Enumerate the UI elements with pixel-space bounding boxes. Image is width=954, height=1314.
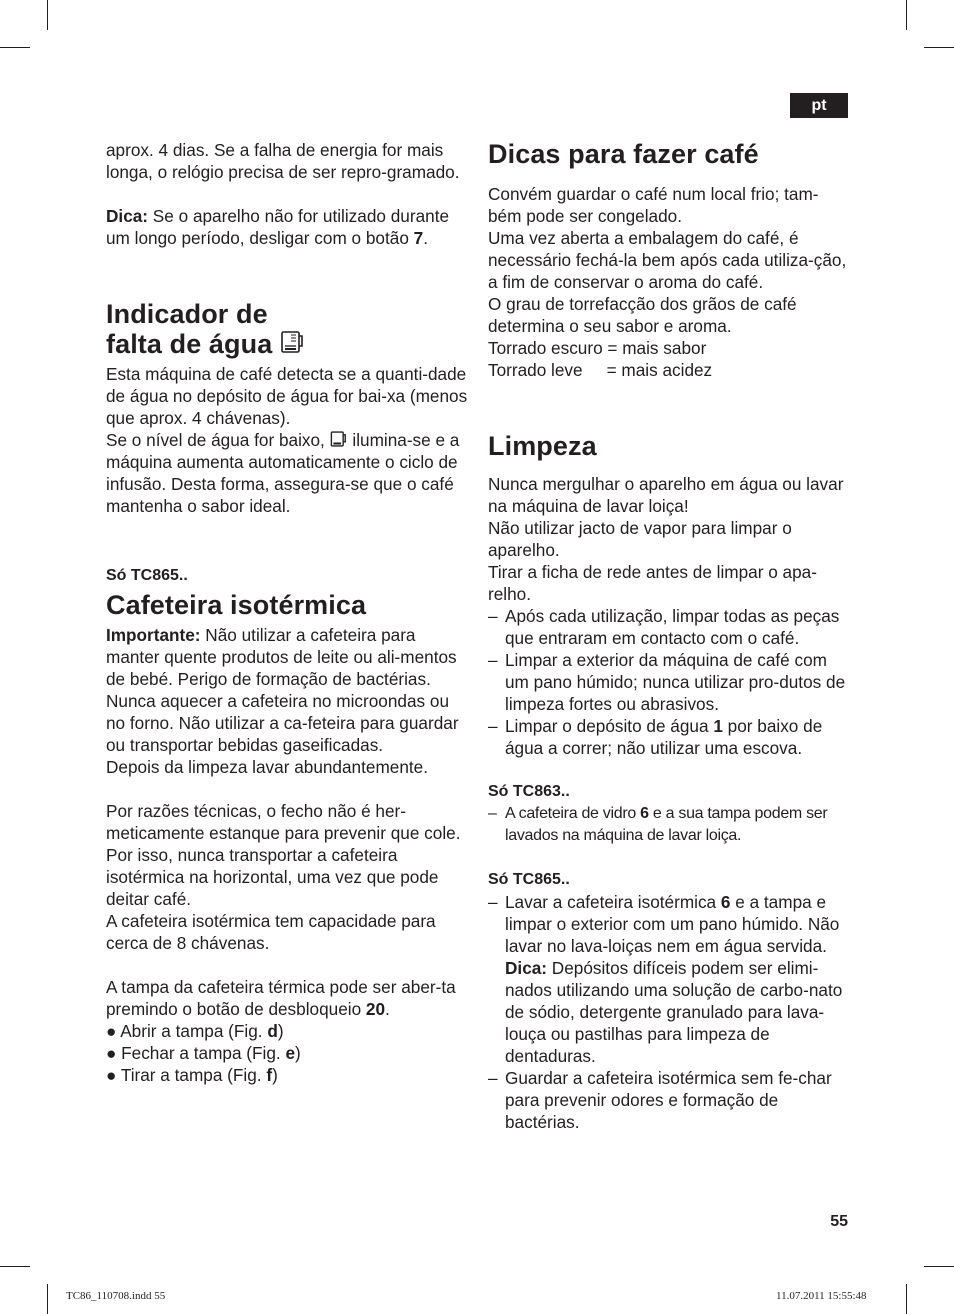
list-item: ● Abrir a tampa (Fig. d) xyxy=(106,1021,284,1041)
paragraph: O grau de torrefacção dos grãos de café determina o seu sabor e aroma. xyxy=(488,294,797,336)
water-jug-icon xyxy=(280,329,306,355)
paragraph: aprox. 4 dias. Se a falha de energia for mais longa, o relógio precisa de ser repro-gramado. xyxy=(106,140,460,182)
paragraph: Se o nível de água for baixo, ilumina-se e a máquina aumenta automaticamente o ciclo de infusão. Desta forma, assegura-se que o café mantenha o sabor ideal. xyxy=(106,430,460,516)
tip-paragraph: Dica: Se o aparelho não for utilizado durante um longo período, desligar com o botão 7. xyxy=(106,206,450,248)
list-item: – Limpar a exterior da máquina de café com um pano húmido; nunca utilizar pro-dutos de limpeza fortes ou abrasivos. xyxy=(488,650,846,714)
left-column xyxy=(106,139,468,1086)
paragraph: A cafeteira isotérmica tem capacidade para cerca de 8 chávenas. xyxy=(106,911,436,953)
page-number: 55 xyxy=(830,1213,848,1230)
crop-mark xyxy=(906,0,907,30)
crop-mark xyxy=(0,1266,30,1267)
model-label: Só TC863.. xyxy=(488,783,570,800)
roast-light: Torrado leve = mais acidez xyxy=(488,360,713,380)
paragraph: Convém guardar o café num local frio; tam-bém pode ser congelado. xyxy=(488,184,819,226)
crop-mark xyxy=(0,47,30,48)
heading-water-indicator: Indicador de falta de água xyxy=(106,299,468,359)
language-tab: pt xyxy=(790,93,848,118)
paragraph: Depois da limpeza lavar abundantemente. xyxy=(106,757,428,777)
paragraph: Nunca mergulhar o aparelho em água ou lavar na máquina de lavar loiça! xyxy=(488,474,844,516)
paragraph: A tampa da cafeteira térmica pode ser aber-ta premindo o botão de desbloqueio 20. xyxy=(106,977,456,1019)
heading-coffee-tips: Dicas para fazer café xyxy=(488,139,759,169)
crop-mark xyxy=(906,1284,907,1314)
paragraph: Esta máquina de café detecta se a quanti-dade de água no depósito de água for bai-xa (menos que aprox. 4 chávenas). xyxy=(106,364,468,428)
crop-mark xyxy=(47,0,48,30)
water-jug-icon xyxy=(330,430,348,448)
paragraph: Tirar a ficha de rede antes de limpar o apa-relho. xyxy=(488,562,817,604)
right-column xyxy=(488,139,850,1133)
paragraph: Não utilizar jacto de vapor para limpar o aparelho. xyxy=(488,518,792,560)
important-paragraph: Importante: Não utilizar a cafeteira para manter quente produtos de leite ou ali-mentos de bebé. Perigo de formação de bactérias. Nunca aquecer a cafeteira no microondas ou no forno. Não utilizar a ca-feteira para guardar ou transportar bebidas gaseificadas. xyxy=(106,625,459,755)
crop-mark xyxy=(924,1266,954,1267)
list-item: ● Tirar a tampa (Fig. f) xyxy=(106,1065,278,1085)
tip-label: Dica: xyxy=(106,206,149,226)
crop-mark xyxy=(47,1284,48,1314)
list-item: ● Fechar a tampa (Fig. e) xyxy=(106,1043,301,1063)
list-item: – Após cada utilização, limpar todas as peças que entraram em contacto com o café. xyxy=(488,606,840,648)
list-item: – A cafeteira de vidro 6 e a sua tampa podem ser lavados na máquina de lavar loiça. xyxy=(488,805,828,844)
slug-date: 11.07.2011 15:55:48 xyxy=(776,1290,867,1302)
list-item: – Limpar o depósito de água 1 por baixo de água a correr; não utilizar uma escova. xyxy=(488,716,823,758)
list-item: – Lavar a cafeteira isotérmica 6 e a tampa e limpar o exterior com um pano húmido. Não lavar no lava-loiças nem em água servida. Dica: Depósitos difíceis podem ser elimi-nados utilizando uma solução de carbo-nato de sódio, detergente granulado para lava-louça ou pastilhas para limpeza de dentaduras. xyxy=(488,892,843,1066)
heading-cleaning: Limpeza xyxy=(488,431,597,461)
model-label: Só TC865.. xyxy=(106,567,188,584)
model-label: Só TC865.. xyxy=(488,871,570,888)
crop-mark xyxy=(924,47,954,48)
roast-dark: Torrado escuro = mais sabor xyxy=(488,338,707,358)
list-item: – Guardar a cafeteira isotérmica sem fe-char para prevenir odores e formação de bactérias. xyxy=(488,1068,832,1132)
paragraph: Por razões técnicas, o fecho não é her-meticamente estanque para prevenir que cole. Por isso, nunca transportar a cafeteira isotérmica na horizontal, uma vez que pode deitar café. xyxy=(106,801,461,909)
paragraph: Uma vez aberta a embalagem do café, é necessário fechá-la bem após cada utiliza-ção, a fim de conservar o aroma do café. xyxy=(488,228,847,292)
slug-file: TC86_110708.indd 55 xyxy=(66,1290,166,1302)
heading-isothermal-carafe: Cafeteira isotérmica xyxy=(106,590,367,620)
